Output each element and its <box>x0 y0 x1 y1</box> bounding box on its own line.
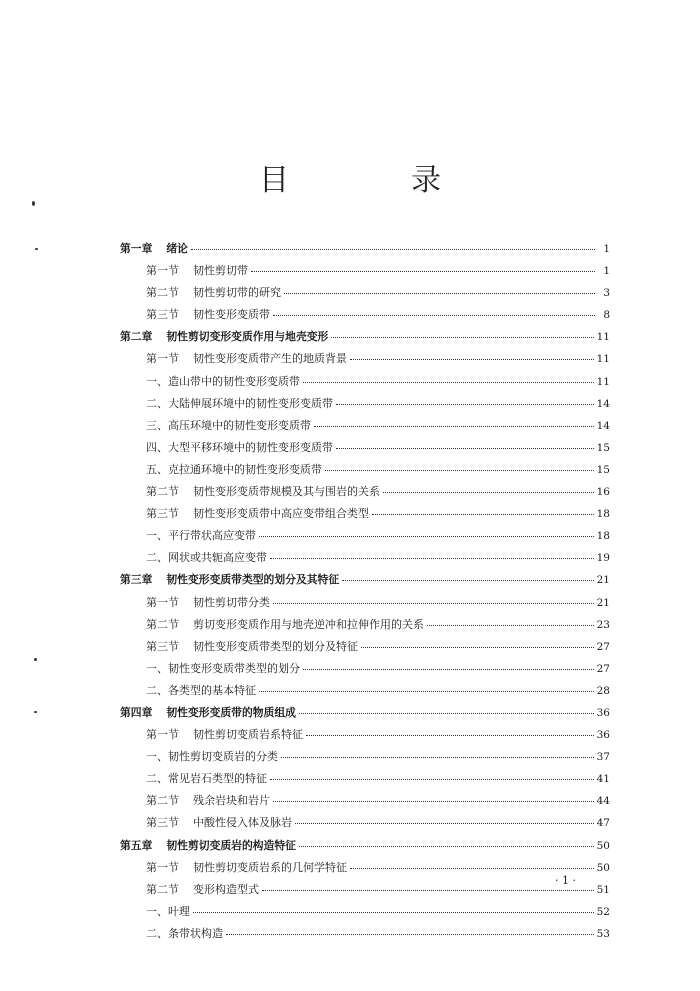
toc-subsection-entry <box>120 525 610 547</box>
toc-entry-text: 二、网状或共轭高应变带 <box>146 551 267 565</box>
dot-leader <box>270 546 594 559</box>
dot-leader <box>281 745 594 758</box>
toc-subsection-entry <box>120 901 610 923</box>
toc-entry-label <box>146 348 347 370</box>
dot-leader <box>259 524 594 537</box>
dot-leader <box>350 856 594 869</box>
toc-entry-number: 第二章 <box>120 330 153 344</box>
toc-page-number: 53 <box>596 927 610 940</box>
dot-leader <box>350 347 594 360</box>
toc-page-number: 14 <box>596 419 610 432</box>
toc-entry-text: 韧性变形变质带类型的划分及特征 <box>193 639 358 653</box>
toc-entry-text: 中酸性侵入体及脉岩 <box>193 816 292 830</box>
toc-chapter-entry <box>120 326 610 348</box>
toc-entry-label <box>146 680 256 702</box>
dot-leader <box>383 480 594 493</box>
toc-section-entry <box>120 348 610 370</box>
toc-entry-number: 第二节 <box>146 617 179 631</box>
toc-entry-label <box>146 393 333 415</box>
toc-entry-number: 第一章 <box>120 242 153 255</box>
toc-page-number: 37 <box>596 751 610 764</box>
dot-leader <box>331 325 593 338</box>
dot-leader <box>284 281 595 294</box>
toc-page-number: 11 <box>596 331 610 344</box>
toc-entry-number: 第二节 <box>146 794 179 808</box>
dot-leader <box>262 878 594 891</box>
scan-speck <box>34 711 37 713</box>
toc-subsection-entry <box>120 680 610 702</box>
toc-page-number: 11 <box>596 353 610 366</box>
toc-entry-label <box>146 481 380 503</box>
dot-leader <box>314 414 594 427</box>
toc-entry-number: 第二节 <box>146 286 179 300</box>
toc-page-number: 15 <box>596 463 610 476</box>
toc-section-entry <box>120 304 610 326</box>
toc-subsection-entry <box>120 658 610 680</box>
toc-section-entry <box>120 260 610 282</box>
toc-page-number: 21 <box>596 596 610 609</box>
toc-page-number: 8 <box>603 309 610 322</box>
page-number: · 1 · <box>555 874 576 887</box>
dot-leader <box>336 392 594 405</box>
dot-leader <box>299 701 594 714</box>
toc-entry-text: 三、高压环境中的韧性变形变质带 <box>146 418 311 432</box>
toc-entry-text: 剪切变形变质作用与地壳逆冲和拉伸作用的关系 <box>193 617 424 631</box>
toc-entry-number: 第一节 <box>146 595 179 609</box>
toc-entry-label <box>146 857 347 879</box>
toc-subsection-entry <box>120 547 610 569</box>
toc-page-number: 1 <box>603 243 610 255</box>
toc-entry-label <box>120 702 296 724</box>
dot-leader <box>372 502 594 515</box>
dot-leader <box>336 436 594 449</box>
toc-page-number: 41 <box>596 773 610 786</box>
toc-entry-label <box>146 614 424 636</box>
toc-entry-label <box>146 923 223 945</box>
dot-leader <box>273 789 594 802</box>
toc-page-number: 44 <box>596 795 610 808</box>
toc-subsection-entry <box>120 746 610 768</box>
toc-entry-label <box>146 724 303 746</box>
toc-entry-label <box>146 790 270 812</box>
toc-page-number: 52 <box>596 905 610 918</box>
toc-entry-text: 变形构造型式 <box>193 882 259 896</box>
toc-entry-label <box>146 812 292 834</box>
dot-leader <box>193 900 594 913</box>
table-of-contents <box>120 238 610 945</box>
toc-entry-label <box>146 746 278 768</box>
dot-leader <box>361 635 594 648</box>
toc-entry-text: 残余岩块和岩片 <box>193 794 270 808</box>
toc-entry-text: 五、克拉通环境中的韧性变形变质带 <box>146 462 322 476</box>
toc-entry-text: 韧性剪切变质岩的构造特征 <box>166 838 296 852</box>
toc-entry-label <box>146 503 369 525</box>
toc-entry-label <box>146 459 322 481</box>
toc-entry-text: 韧性剪切带的研究 <box>193 286 281 300</box>
toc-page-number: 14 <box>596 397 610 410</box>
toc-page-number: 11 <box>596 375 610 388</box>
dot-leader <box>427 613 594 626</box>
toc-entry-number: 第一节 <box>146 352 179 366</box>
toc-page-number: 50 <box>596 839 610 852</box>
toc-page-number: 27 <box>596 640 610 653</box>
toc-section-entry <box>120 503 610 525</box>
toc-page-number: 28 <box>596 684 610 697</box>
toc-page-number: 15 <box>596 441 610 454</box>
toc-section-entry <box>120 879 610 901</box>
toc-entry-label <box>146 592 270 614</box>
toc-entry-text: 二、各类型的基本特征 <box>146 683 256 697</box>
toc-page-number: 47 <box>596 817 610 830</box>
toc-entry-text: 二、常见岩石类型的特征 <box>146 772 267 786</box>
toc-entry-number: 第三节 <box>146 507 179 521</box>
toc-entry-text: 一、韧性变形变质带类型的划分 <box>146 661 300 675</box>
dot-leader <box>303 370 594 383</box>
dot-leader <box>325 458 594 471</box>
toc-subsection-entry <box>120 768 610 790</box>
dot-leader <box>273 591 594 604</box>
toc-entry-text: 一、平行带状高应变带 <box>146 529 256 543</box>
toc-page-number: 1 <box>603 265 610 278</box>
page-title: 目 录 <box>259 163 487 198</box>
toc-entry-label <box>120 326 328 348</box>
toc-page-number: 18 <box>596 508 610 521</box>
dot-leader <box>191 237 595 250</box>
toc-entry-label <box>120 569 339 591</box>
toc-entry-text: 韧性变形变质带类型的划分及其特征 <box>166 573 340 587</box>
dot-leader <box>226 922 594 935</box>
toc-section-entry <box>120 724 610 746</box>
toc-entry-number: 第三节 <box>146 308 179 322</box>
toc-entry-text: 韧性变形变质带 <box>193 308 270 322</box>
toc-entry-label <box>146 525 256 547</box>
dot-leader <box>295 811 594 824</box>
scan-speck <box>35 248 38 250</box>
dot-leader <box>273 303 595 316</box>
toc-section-entry <box>120 592 610 614</box>
toc-entry-label <box>146 768 267 790</box>
toc-entry-text: 韧性剪切带 <box>193 264 248 278</box>
toc-section-entry <box>120 636 610 658</box>
toc-page-number: 36 <box>596 729 610 742</box>
toc-entry-label <box>146 547 267 569</box>
toc-entry-text: 韧性变形变质带的物质组成 <box>166 705 296 719</box>
toc-chapter-entry <box>120 702 610 724</box>
toc-page-number: 18 <box>596 530 610 543</box>
toc-chapter-entry <box>120 238 610 260</box>
toc-entry-number: 第三节 <box>146 639 179 653</box>
toc-section-entry <box>120 812 610 834</box>
toc-page-number: 23 <box>596 618 610 631</box>
toc-entry-text: 韧性变形变质带中高应变带组合类型 <box>193 507 369 521</box>
toc-entry-label <box>120 238 188 260</box>
toc-section-entry <box>120 614 610 636</box>
toc-subsection-entry <box>120 393 610 415</box>
toc-entry-label <box>146 304 270 326</box>
toc-subsection-entry <box>120 371 610 393</box>
toc-entry-text: 韧性剪切变质岩系的几何学特征 <box>193 860 347 874</box>
dot-leader <box>259 679 594 692</box>
toc-page-number: 50 <box>596 861 610 874</box>
dot-leader <box>251 259 595 272</box>
toc-page-number: 21 <box>596 574 610 587</box>
toc-page-number: 16 <box>596 486 610 499</box>
dot-leader <box>306 723 594 736</box>
toc-section-entry <box>120 790 610 812</box>
toc-page-number: 36 <box>596 706 610 719</box>
toc-entry-label <box>146 371 300 393</box>
toc-subsection-entry <box>120 923 610 945</box>
toc-entry-text: 一、韧性剪切变质岩的分类 <box>146 750 278 764</box>
toc-entry-number: 第三节 <box>146 816 179 830</box>
toc-entry-number: 第二节 <box>146 882 179 896</box>
toc-entry-text: 绪论 <box>166 242 188 255</box>
toc-entry-label <box>146 879 259 901</box>
toc-entry-number: 第五章 <box>120 838 153 852</box>
toc-subsection-entry <box>120 415 610 437</box>
toc-entry-number: 第一节 <box>146 264 179 278</box>
toc-entry-label <box>146 636 358 658</box>
toc-page-number: 3 <box>603 287 610 300</box>
toc-entry-text: 一、叶理 <box>146 904 190 918</box>
toc-page-number: 27 <box>596 662 610 675</box>
toc-section-entry <box>120 857 610 879</box>
toc-entry-text: 一、造山带中的韧性变形变质带 <box>146 374 300 388</box>
toc-entry-label <box>146 437 333 459</box>
toc-page-number: 19 <box>596 552 610 565</box>
toc-chapter-entry <box>120 835 610 857</box>
toc-entry-text: 韧性剪切变质岩系特征 <box>193 728 303 742</box>
toc-entry-text: 韧性剪切带分类 <box>193 595 270 609</box>
dot-leader <box>270 767 594 780</box>
toc-subsection-entry <box>120 459 610 481</box>
toc-entry-text: 韧性变形变质带产生的地质背景 <box>193 352 347 366</box>
toc-subsection-entry <box>120 437 610 459</box>
toc-entry-label <box>146 658 300 680</box>
toc-entry-text: 四、大型平移环境中的韧性变形变质带 <box>146 440 333 454</box>
dot-leader <box>303 657 594 670</box>
toc-entry-number: 第四章 <box>120 705 153 719</box>
dot-leader <box>299 834 594 847</box>
toc-entry-number: 第一节 <box>146 860 179 874</box>
toc-entry-text: 二、大陆伸展环境中的韧性变形变质带 <box>146 396 333 410</box>
toc-entry-text: 韧性剪切变形变质作用与地壳变形 <box>166 330 329 344</box>
toc-entry-text: 二、条带状构造 <box>146 926 223 940</box>
toc-entry-text: 韧性变形变质带规模及其与围岩的关系 <box>193 485 380 499</box>
toc-entry-number: 第三章 <box>120 573 153 587</box>
toc-section-entry <box>120 481 610 503</box>
toc-page-number: 51 <box>596 883 610 896</box>
dot-leader <box>342 568 593 581</box>
toc-entry-label <box>146 282 281 304</box>
scan-speck <box>34 658 37 661</box>
toc-entry-number: 第二节 <box>146 485 179 499</box>
toc-entry-label <box>146 901 190 923</box>
scan-speck <box>32 201 35 206</box>
toc-chapter-entry <box>120 569 610 591</box>
toc-section-entry <box>120 282 610 304</box>
toc-entry-number: 第一节 <box>146 728 179 742</box>
toc-entry-label <box>146 415 311 437</box>
toc-entry-label <box>120 835 296 857</box>
toc-entry-label <box>146 260 248 282</box>
